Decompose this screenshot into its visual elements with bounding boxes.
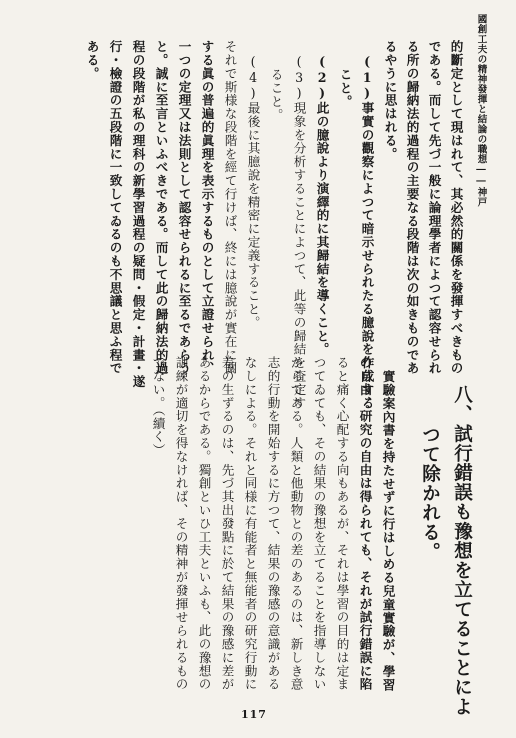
upper-text-column: 程の段階が私の理科の新學習過程の疑問・假定・計畫・遂 <box>130 40 146 389</box>
upper-text-column: する眞の普遍的眞理を表示するものとして立證せられ、 <box>199 40 215 375</box>
lower-text-column: なしによる。それと同様に有能者と無能者の研究行動に <box>242 356 258 691</box>
upper-text-column: (2)此の臆說より演繹的に其歸結を導くこと。 <box>314 54 330 356</box>
lower-text-column: 差の生ずるのは、先づ其出發點に於て結果の豫感に差が <box>219 356 235 691</box>
upper-text-column: と。誠に至言といふべきである。而して此の歸納法的過 <box>153 40 169 375</box>
upper-text-column: (1)事實の觀察によつて暗示せられたる臆說を作成する <box>359 54 375 410</box>
lower-text-column: ると痛く心配する向もあるが、それは學習の目的は定ま <box>334 356 350 691</box>
upper-text-column: る所の歸納法的過程の主要なる段階は次の如きものであ <box>404 40 420 375</box>
lower-text-column: 志的行動を開始するに方つて、結果の豫感の意識がある <box>265 356 281 691</box>
upper-text-column: 的斷定として現はれて、其必然的關係を發揮すべきもの <box>448 40 464 375</box>
lower-text-column: からである。人類と他動物との差のあるのは、新しき意 <box>288 356 304 691</box>
lower-text-column: の自由、研究の自由は得られても、それが試行錯誤に陷 <box>357 356 373 691</box>
upper-text-column: るやうに思はれる。 <box>382 40 398 161</box>
upper-text-column: それで斯様な段階を經て行けば、終には臆說が實在に關 <box>222 40 238 375</box>
lower-text-column: 實驗案內書を持たせずに行はしめる兒童實驗が、學習 <box>380 370 396 692</box>
upper-text-column: ること。 <box>268 68 284 122</box>
upper-text-column: である。而して先づ一般に論理學者によつて認容せられ <box>426 40 442 375</box>
page-number: 117 <box>241 708 267 721</box>
upper-text-column: 一つの定理又は法則として認容せられるに至るであらう <box>176 40 192 375</box>
upper-text-column: (3)現象を分析することによつて、此等の歸結を査定す <box>291 54 307 410</box>
upper-text-column: 行・檢證の五段階に一致してゐるのも不思議と思ふ程で <box>107 40 123 375</box>
section-heading: 八、試行錯誤も豫想を立てることによ <box>451 385 473 717</box>
running-head: 國創工夫の精神發揮と結論の職想――神戸 <box>475 14 487 207</box>
lower-text-column: でない。（續く） <box>150 356 166 457</box>
upper-text-column: こと。 <box>337 68 353 109</box>
upper-text-column: ある。 <box>84 40 100 81</box>
upper-text-column: (4)最後に其臆說を精密に定義すること。 <box>245 54 261 330</box>
lower-text-column: 訓練が適切を得なければ、その精神が發揮せられるもの <box>173 356 189 691</box>
lower-text-column: つてゐても、その結果の豫想を立てることを指導しない <box>311 356 327 691</box>
lower-text-column: あるからである。獨創といひ工夫といふも、此の豫想の <box>196 356 212 691</box>
section-heading: つて除かれる。 <box>419 425 441 562</box>
